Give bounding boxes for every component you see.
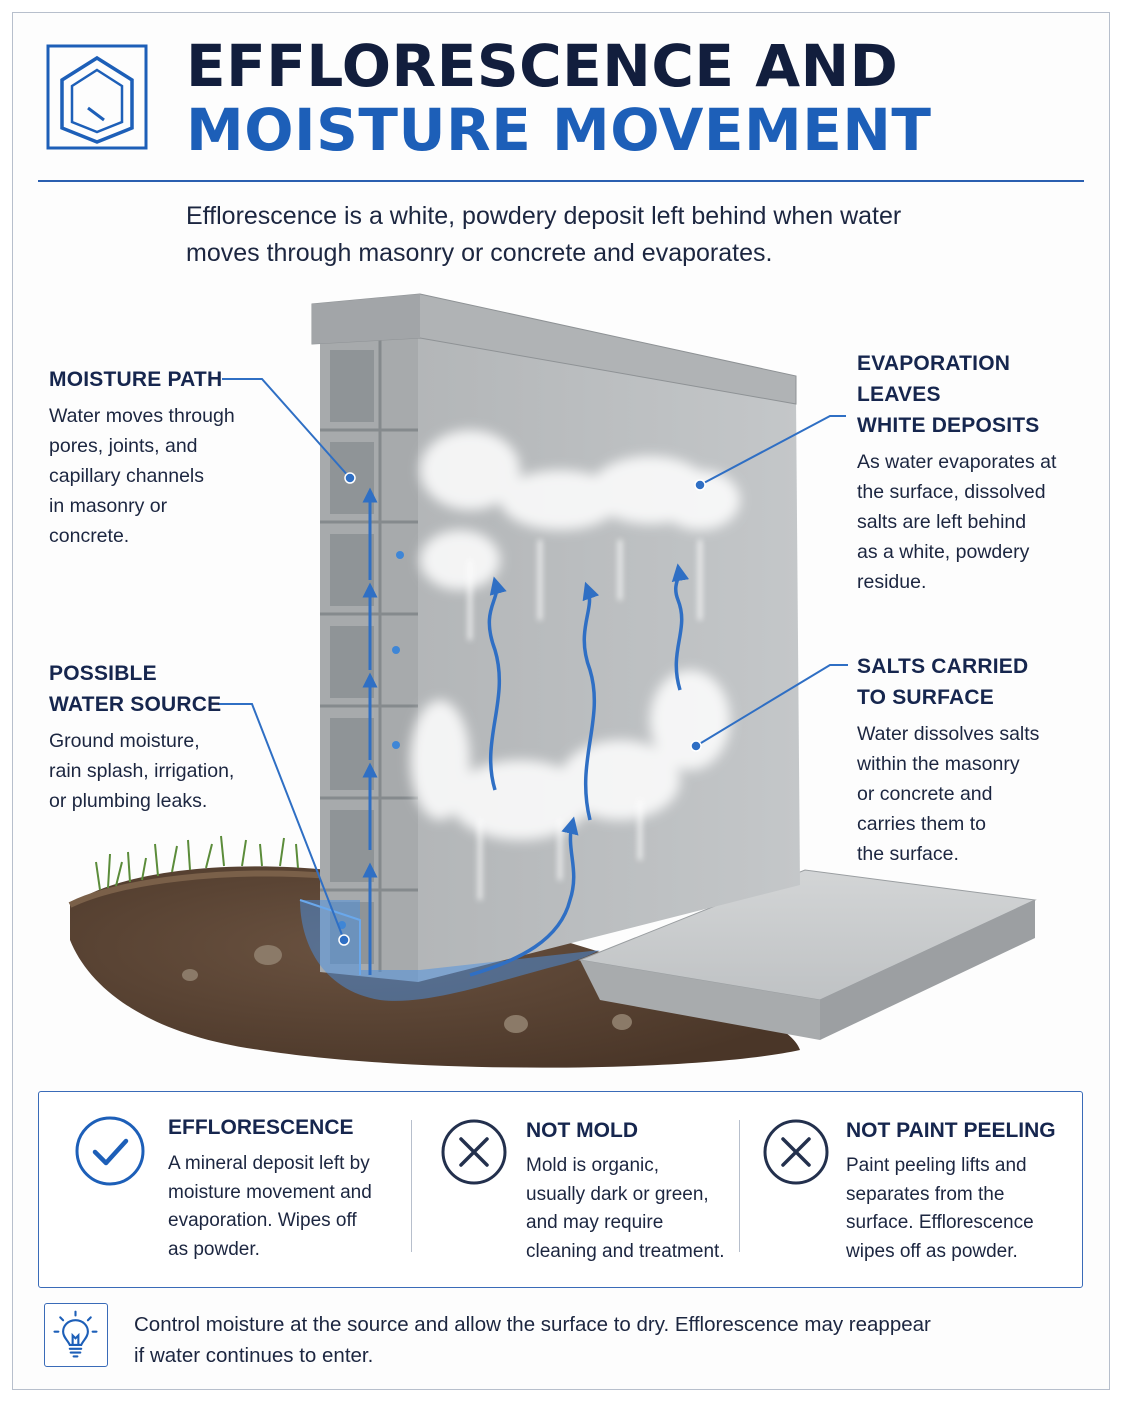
x-circle-icon — [762, 1118, 830, 1186]
callout-moisture-path — [49, 364, 279, 551]
callout-heading: SALTS CARRIED TO SURFACE — [857, 655, 1029, 709]
card-not-mold — [412, 1092, 739, 1287]
callout-water-source — [49, 658, 279, 816]
callout-text: Water moves through pores, joints, and capillary channels in masonry or concrete. — [49, 405, 235, 547]
title-line-1: EFFLORESCENCE AND — [186, 32, 899, 100]
callout-text: As water evaporates at the surface, dissolved salts are left behind as a white, powdery residue. — [857, 451, 1057, 593]
card-text: Paint peeling lifts and separates from the surface. Efflorescence wipes off as powder. — [846, 1155, 1034, 1262]
x-circle-icon — [440, 1118, 508, 1186]
lightbulb-icon — [45, 1304, 106, 1365]
card-heading: NOT PAINT PEELING — [846, 1119, 1056, 1142]
check-circle-icon — [73, 1114, 147, 1188]
callout-heading: EVAPORATION LEAVES WHITE DEPOSITS — [857, 352, 1040, 437]
card-text: Mold is organic, usually dark or green, and may require cleaning and treatment. — [526, 1155, 725, 1262]
intro-text: Efflorescence is a white, powdery deposit left behind when water moves through masonry or concrete and evaporates. — [186, 202, 902, 267]
card-heading: NOT MOLD — [526, 1119, 638, 1142]
callout-text: Water dissolves salts within the masonry or concrete and carries them to the surface. — [857, 723, 1040, 865]
callout-evaporation — [857, 348, 1097, 597]
title-divider — [38, 180, 1084, 182]
callout-heading: MOISTURE PATH — [49, 368, 223, 391]
callout-text: Ground moisture, rain splash, irrigation, or plumbing leaks. — [49, 730, 235, 812]
house-logo-icon — [46, 44, 148, 150]
tip-text: Control moisture at the source and allow the surface to dry. Efflorescence may reappear if water continues to enter. — [134, 1313, 931, 1367]
card-efflorescence — [39, 1092, 411, 1287]
page-title — [186, 34, 931, 162]
card-text: A mineral deposit left by moisture movement and evaporation. Wipes off as powder. — [168, 1153, 372, 1260]
card-heading: EFFLORESCENCE — [168, 1116, 354, 1139]
callout-heading: POSSIBLE WATER SOURCE — [49, 662, 222, 716]
card-not-paint-peeling — [740, 1092, 1082, 1287]
title-line-2: MOISTURE MOVEMENT — [186, 96, 932, 164]
callout-salts — [857, 651, 1097, 869]
tip-icon-box — [44, 1303, 108, 1367]
comparison-panel — [38, 1091, 1083, 1288]
